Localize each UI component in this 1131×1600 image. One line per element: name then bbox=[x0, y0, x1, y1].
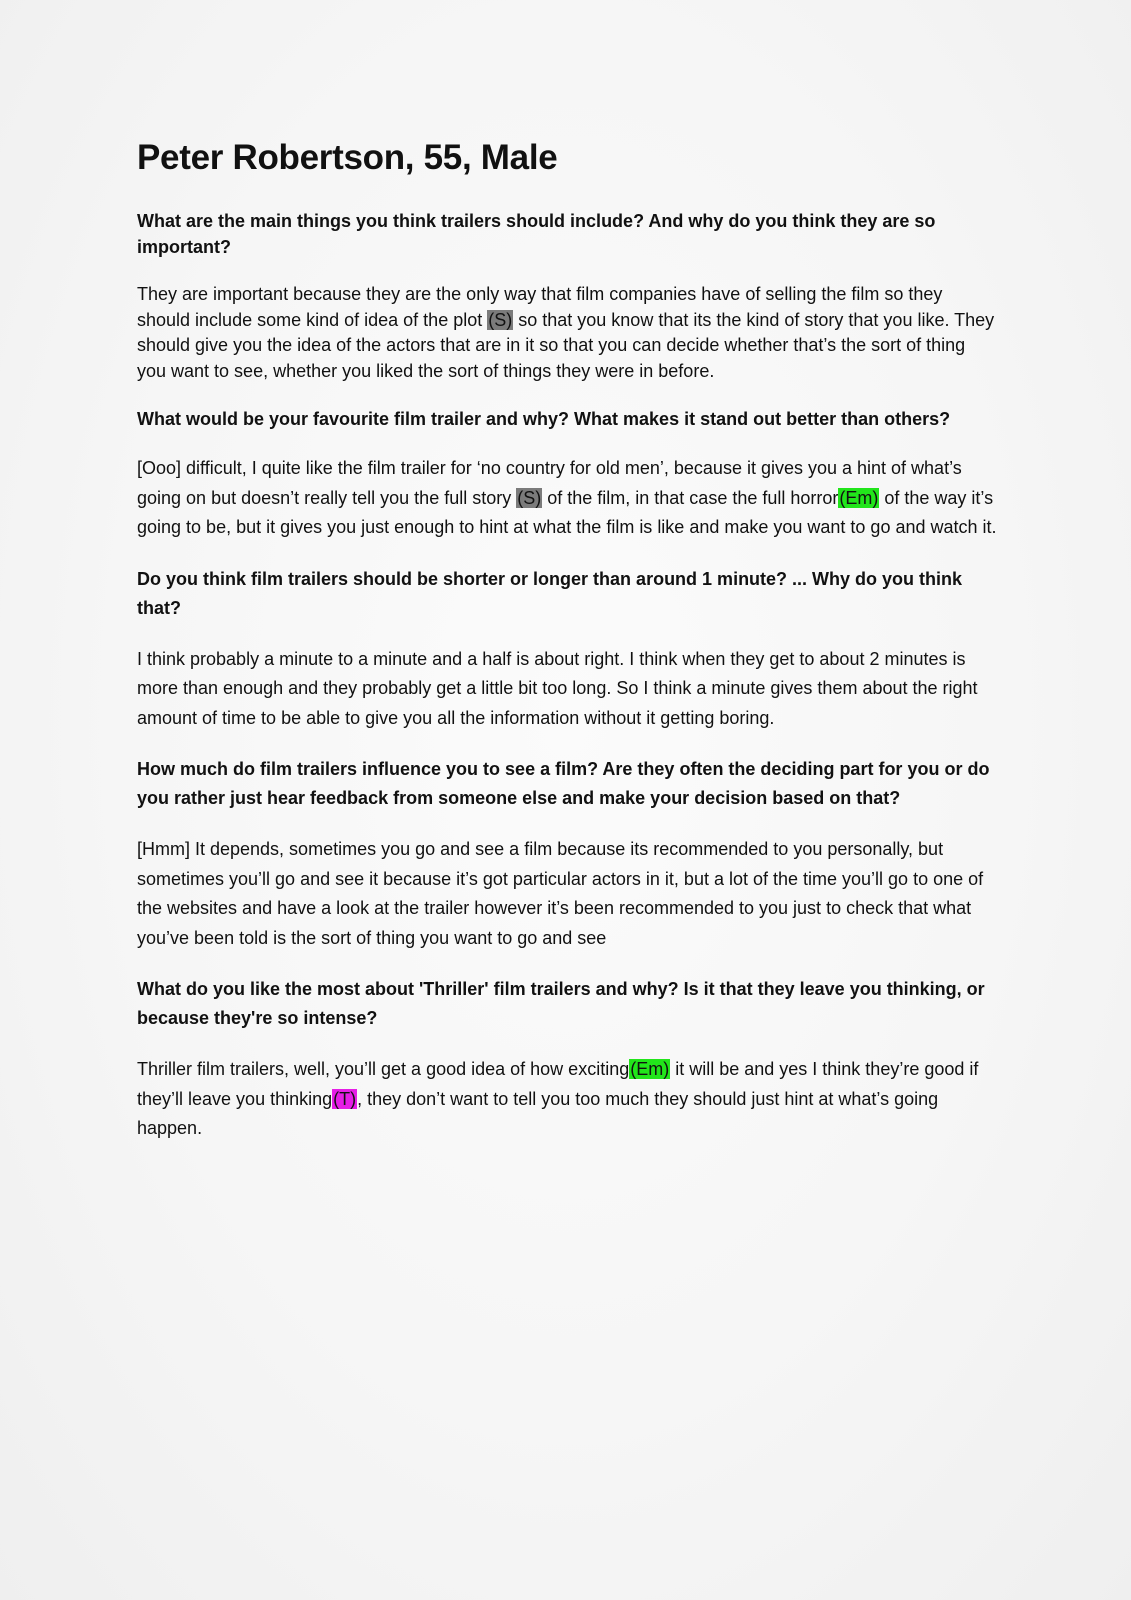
code-tag-emotion: (Em) bbox=[839, 487, 879, 508]
question: How much do film trailers influence you to see a film? Are they often the deciding part for you or do you rather just hear feedback from someone else and make your decision based on that? bbox=[137, 759, 990, 808]
answer-text: They are important because they are the only way that film companies have of selling the film so they should include some kind of idea of the plot bbox=[137, 284, 943, 330]
answer bbox=[137, 1055, 997, 1144]
answer-text: , they don’t want to tell you too much they should just hint at what’s going happen. bbox=[137, 1088, 939, 1138]
question: What do you like the most about 'Thriller' film trailers and why? Is it that they leave you thinking, or because they're so intense? bbox=[137, 979, 985, 1028]
answer-text: [Hmm] It depends, sometimes you go and see a film because its recommended to you personally, but sometimes you’ll go and see it because it’s got particular actors in it, but a lot of the time you’ll go to one of the websites and have a look at the trailer however it’s been recommended to you just to check that what you’ve been told is the sort of thing you want to go and see bbox=[137, 839, 984, 948]
answer-text: of the way it’s going to be, but it gives you just enough to hint at what the film is like and make you want to go and watch it. bbox=[137, 487, 997, 537]
qa-block-3 bbox=[137, 565, 997, 734]
qa-block-4 bbox=[137, 755, 997, 953]
page-title: Peter Robertson, 55, Male bbox=[137, 138, 558, 177]
answer-text: [Ooo] difficult, I quite like the film trailer for ‘no country for old men’, because it gives you a hint of what’s going on but doesn’t really tell you the full story bbox=[137, 458, 962, 508]
qa-block-2 bbox=[137, 406, 997, 543]
answer bbox=[137, 835, 997, 953]
answer-text: it will be and yes I think they’re good if they’ll leave you thinking bbox=[137, 1059, 979, 1109]
code-tag-story: (S) bbox=[517, 487, 542, 508]
document-content bbox=[137, 138, 997, 1166]
question: What are the main things you think trailers should include? And why do you think they are so important? bbox=[137, 211, 936, 257]
answer bbox=[137, 645, 997, 734]
question: What would be your favourite film trailer and why? What makes it stand out better than others? bbox=[137, 409, 951, 429]
answer bbox=[137, 282, 997, 384]
code-tag-thinking: (T) bbox=[333, 1088, 357, 1109]
answer-text: I think probably a minute to a minute and a half is about right. I think when they get to about 2 minutes is more than enough and they probably get a little bit too long. So I think a minute gives them about the right amount of time to be able to give you all the information without it getting boring. bbox=[137, 648, 978, 728]
answer bbox=[137, 454, 997, 543]
answer-text: Thriller film trailers, well, you’ll get a good idea of how exciting bbox=[137, 1059, 630, 1079]
code-tag-story: (S) bbox=[488, 309, 513, 330]
answer-text: so that you know that its the kind of story that you like. They should give you the idea of the actors that are in it so that you can decide whether that’s the sort of thing you want to see, whether you liked the sort of things they were in before. bbox=[137, 309, 995, 381]
question: Do you think film trailers should be shorter or longer than around 1 minute? ... Why do you think that? bbox=[137, 568, 963, 618]
qa-block-1 bbox=[137, 208, 997, 384]
qa-block-5 bbox=[137, 975, 997, 1144]
code-tag-emotion: (Em) bbox=[630, 1059, 670, 1079]
answer-text: of the film, in that case the full horror bbox=[542, 487, 839, 508]
